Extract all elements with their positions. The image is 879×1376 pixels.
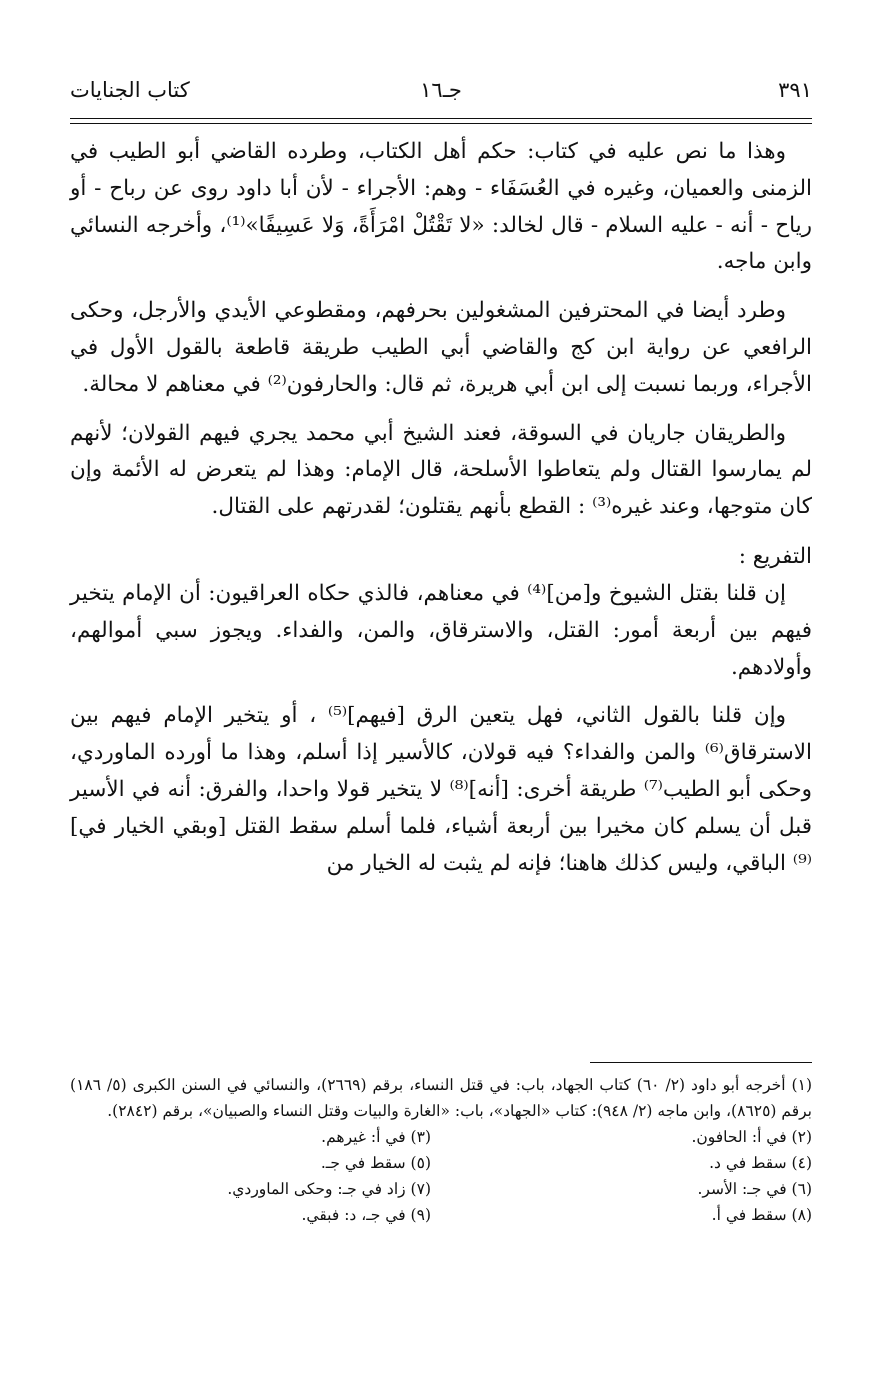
footnote-1: (١) أخرجه أبو داود (٢/ ٦٠) كتاب الجهاد، باب: في قتل النساء، برقم (٢٦٦٩)، والنسائي في السنن الكبرى (٥/ ١٨٦) برقم (٨٦٢٥)، وابن ماجه (٢/ ٩٤٨): كتاب «الجهاد»، باب: «الغارة والبيات وقتل النساء والصبيان»، برقم (٢٨٤٢). <box>70 1076 812 1120</box>
paragraph-1: وهذا ما نص عليه في كتاب: حكم أهل الكتاب، وطرده القاضي أبو الطيب في الزمنى والعميان، وغيره في العُسَفَاء - وهم: الأجراء - لأن أبا داود روى عن رباح - أو رياح - أنه - عليه السلام - قال لخالد: «لا تَقْتُلْ امْرَأَةً، وَلا عَسِيفًا»⁽¹⁾، وأخرجه النسائي وابن ماجه. <box>70 139 812 275</box>
section-heading: التفريع : <box>738 543 812 569</box>
footnote-6: (٦) في جـ: الأسر. <box>697 1180 812 1198</box>
header-rule-thin <box>70 123 812 124</box>
footnote-8: (٨) سقط في أ. <box>711 1206 812 1224</box>
header-rule <box>70 118 812 119</box>
paragraph-5: وإن قلنا بالقول الثاني، فهل يتعين الرق [فيهم]⁽⁵⁾ ، أو يتخير الإمام فيهم بين الاسترقاق⁽⁶⁾ والمن والفداء؟ فيه قولان، كالأسير إذا أسلم، وهذا ما أورده الماوردي، وحكى أبو الطيب⁽⁷⁾ طريقة أخرى: [أنه]⁽⁸⁾ لا يتخير قولا واحدا، والفرق: أنه في الأسير قبل أن يسلم كان مخيرا بين أربعة أشياء، فلما أسلم سقط القتل [وبقي الخيار في]⁽⁹⁾ الباقي، وليس كذلك هاهنا؛ فإنه لم يثبت له الخيار من <box>70 703 812 876</box>
footnote-5: (٥) سقط في جـ. <box>320 1154 431 1172</box>
paragraph-4: إن قلنا بقتل الشيوخ و[من]⁽⁴⁾ في معناهم، فالذي حكاه العراقيون: أن الإمام يتخير فيهم بين أربعة أمور: القتل، والاسترقاق، والمن، والفداء. ويجوز سبي أموالهم، وأولادهم. <box>70 580 812 680</box>
paragraph-2: وطرد أيضا في المحترفين المشغولين بحرفهم، ومقطوعي الأيدي والأرجل، وحكى الرافعي عن رواية ابن كج والقاضي أبي الطيب طريقة قاطعة بالقول الأول في الأجراء، وربما نسبت إلى ابن أبي هريرة، ثم قال: والحارفون⁽²⁾ في معناهم لا محالة. <box>70 298 812 397</box>
volume-label: جـ١٦ <box>420 78 462 102</box>
footnote-3: (٣) في أ: غيرهم. <box>321 1128 431 1146</box>
footnote-2: (٢) في أ: الحافون. <box>691 1128 812 1146</box>
footnote-9: (٩) في جـ، د: فبقي. <box>301 1206 431 1224</box>
footnote-4: (٤) سقط في د. <box>709 1154 812 1172</box>
page-header <box>70 78 812 114</box>
footnote-7: (٧) زاد في جـ: وحكى الماوردي. <box>227 1180 431 1198</box>
main-text <box>70 134 812 894</box>
paragraph-3: والطريقان جاريان في السوقة، فعند الشيخ أبي محمد يجري فيهم القولان؛ لأنهم لم يمارسوا القتال ولم يتعاطوا الأسلحة، قال الإمام: وهذا لم يتعرض له الأئمة وإن كان متوجها، وعند غيره⁽³⁾ : القطع بأنهم يقتلون؛ لقدرتهم على القتال. <box>70 420 812 520</box>
book-title: كتاب الجنايات <box>70 78 190 102</box>
footnotes <box>70 1072 812 1228</box>
page-number: ٣٩١ <box>778 78 812 102</box>
footnote-rule <box>590 1062 812 1063</box>
footnote-grid <box>70 1124 812 1228</box>
